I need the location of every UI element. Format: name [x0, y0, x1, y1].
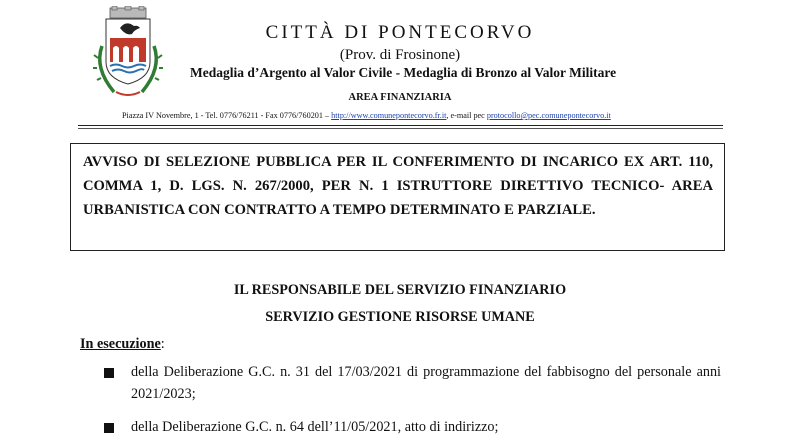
- email-link[interactable]: protocollo@pec.comunepontecorvo.it: [486, 111, 611, 120]
- city-name: DI PONTECORVO: [344, 22, 535, 43]
- responsible-heading: IL RESPONSABILE DEL SERVIZIO FINANZIARIO: [233, 282, 567, 298]
- area-label: AREA FINANZIARIA: [348, 92, 452, 103]
- address-line: [122, 111, 611, 120]
- list-item: della Deliberazione G.C. n. 64 dell’11/05/2021, atto di indirizzo;: [131, 419, 499, 435]
- square-bullet-icon: [104, 368, 114, 378]
- website-link[interactable]: http://www.comunepontecorvo.fr.it: [331, 111, 447, 120]
- header-divider: [78, 125, 723, 126]
- execution-colon: :: [160, 336, 165, 352]
- service-heading: SERVIZIO GESTIONE RISORSE UMANE: [265, 309, 535, 325]
- execution-label: In esecuzione: [80, 336, 161, 352]
- province: (Prov. di Frosinone): [339, 47, 461, 63]
- city-title: [0, 22, 800, 44]
- city-prefix: CITTÀ: [265, 22, 337, 43]
- execution-line: [80, 336, 165, 353]
- notice-title: AVVISO DI SELEZIONE PUBBLICA PER IL CONFERIMENTO DI INCARICO EX ART. 110, COMMA 1, D. LGS. N. 267/2000, PER N. 1 ISTRUTTORE DIRETTIVO TECNICO- AREA URBANISTICA CON CONTRATTO A TEMPO DETERMINATO E PARZIALE.: [83, 154, 713, 218]
- notice-box: [70, 143, 725, 251]
- medals-line: Medaglia d’Argento al Valor Civile - Medaglia di Bronzo al Valor Militare: [190, 65, 617, 80]
- address-text: Piazza IV Novembre, 1 - Tel. 0776/76211 - Fax 0776/760201 –: [122, 111, 332, 120]
- list-item: della Deliberazione G.C. n. 31 del 17/03/2021 di programmazione del fabbisogno del personale anni 2021/2023;: [131, 364, 721, 402]
- header-divider-thin: [78, 128, 723, 129]
- square-bullet-icon: [104, 423, 114, 433]
- email-label: , e-mail pec: [446, 111, 487, 120]
